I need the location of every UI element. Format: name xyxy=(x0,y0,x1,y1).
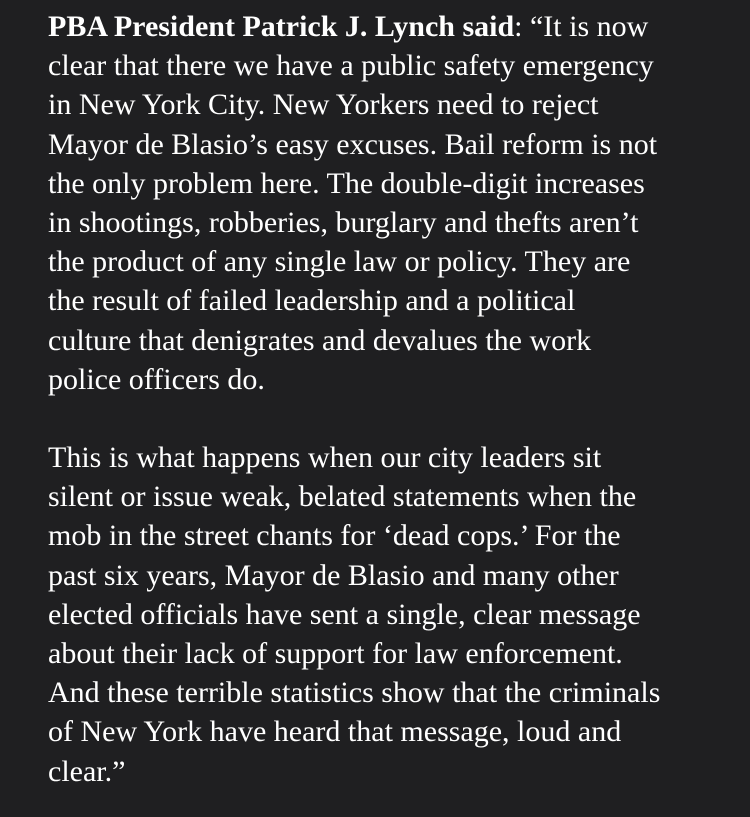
text-line: Mayor de Blasio’s easy excuses. Bail reform is not xyxy=(48,127,658,161)
text-line: This is what happens when our city leaders sit xyxy=(48,441,602,475)
text-line: about their lack of support for law enforcement. xyxy=(48,637,623,671)
text-line: police officers do. xyxy=(48,362,265,396)
text-line: in New York City. New Yorkers need to reject xyxy=(48,88,599,122)
text-line: past six years, Mayor de Blasio and many other xyxy=(48,558,619,592)
paragraph-2 xyxy=(48,438,738,791)
text-line xyxy=(48,7,738,46)
text-line: in shootings, robberies, burglary and thefts aren’t xyxy=(48,206,639,240)
text-line: elected officials have sent a single, clear message xyxy=(48,597,641,631)
text-line: And these terrible statistics show that the criminals xyxy=(48,676,661,710)
statement-document xyxy=(48,0,738,791)
line-fragment: : “It is now xyxy=(514,10,649,43)
text-line: clear.” xyxy=(48,754,126,788)
text-line: silent or issue weak, belated statements when the xyxy=(48,480,637,514)
speaker-attribution: PBA President Patrick J. Lynch said xyxy=(48,10,515,43)
text-line: the result of failed leadership and a political xyxy=(48,284,576,318)
text-line: mob in the street chants for ‘dead cops.’ For the xyxy=(48,519,621,553)
text-line: clear that there we have a public safety emergency xyxy=(48,49,654,83)
text-line: culture that denigrates and devalues the work xyxy=(48,323,592,357)
text-line: of New York have heard that message, loud and xyxy=(48,715,622,749)
text-line: the product of any single law or policy. They are xyxy=(48,245,631,279)
text-line: the only problem here. The double-digit increases xyxy=(48,166,645,200)
paragraph-1 xyxy=(48,7,738,399)
